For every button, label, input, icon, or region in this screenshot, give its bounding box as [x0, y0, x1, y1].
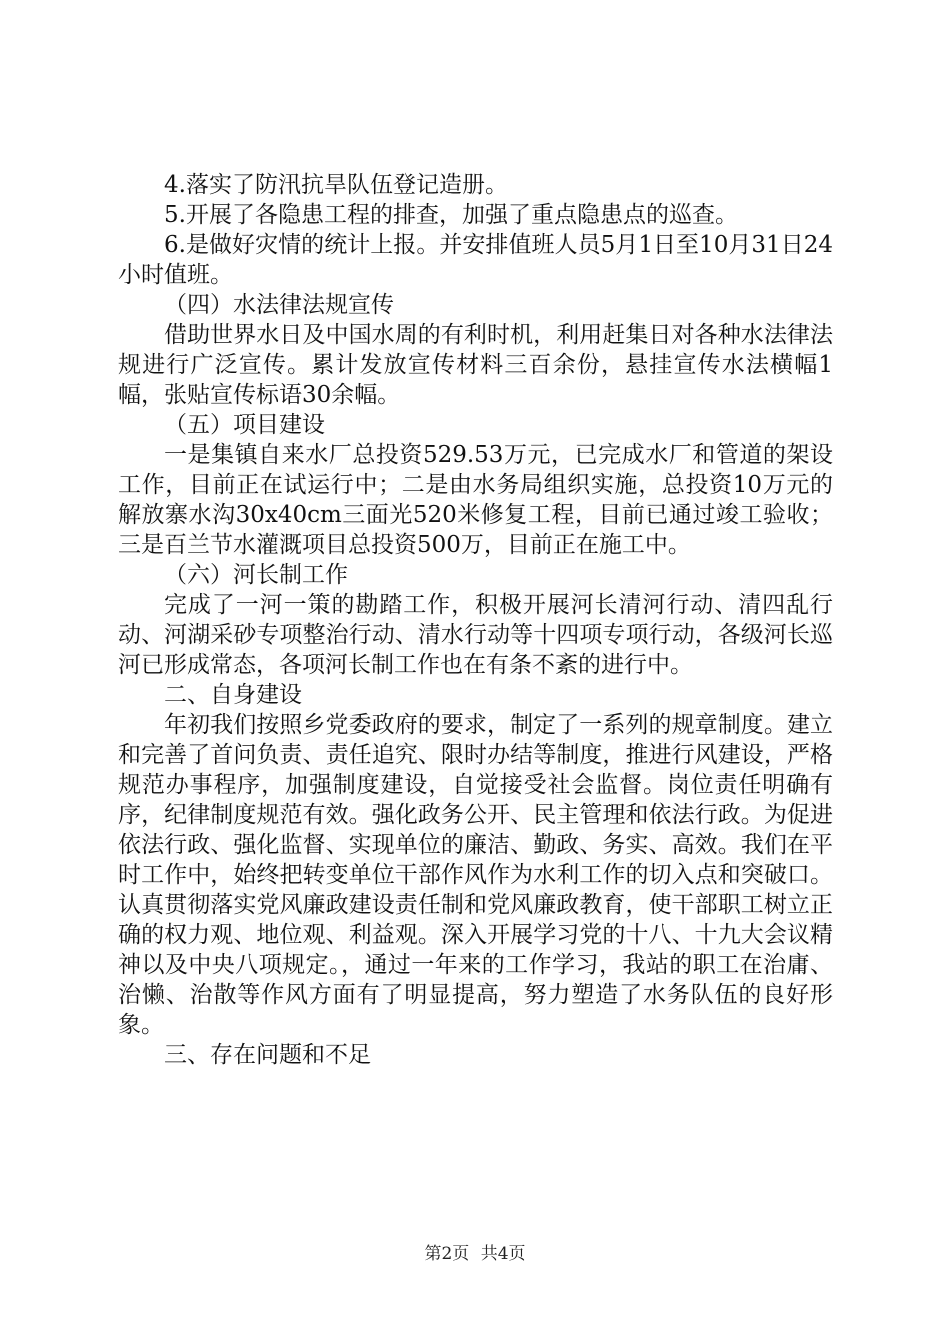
- page-number: 第2页: [424, 1244, 470, 1264]
- section-heading-problems: 三、存在问题和不足: [164, 1042, 371, 1068]
- paragraph-item-5: 5.开展了各隐患工程的排查，加强了重点隐患点的巡查。: [164, 202, 738, 228]
- paragraph-self-building: 年初我们按照乡党委政府的要求，制定了一系列的规章制度。建立和完善了首问负责、责任追究、限时办结等制度，推进行风建设，严格规范办事程序，加强制度建设，自觉接受社会监督。岗位责任明确有序，纪律制度规范有效。强化政务公开、民主管理和依法行政。为促进依法行政、强化监督、实现单位的廉洁、勤政、务实、高效。我们在平时工作中，始终把转变单位干部作风作为水利工作的切入点和突破口。认真贯彻落实党风廉政建设责任制和党风廉政教育，使干部职工树立正确的权力观、地位观、利益观。深入开展学习党的十八、十九大会议精神以及中央八项规定。，通过一年来的工作学习，我站的职工在治庸、治懒、治散等作风方面有了明显提高，努力塑造了水务队伍的良好形象。: [118, 712, 833, 1038]
- page-total: 共4页: [480, 1244, 526, 1264]
- paragraph-item-6: 6.是做好灾情的统计上报。并安排值班人员5月1日至10月31日24小时值班。: [118, 232, 833, 288]
- section-heading-4: （四）水法律法规宣传: [164, 292, 394, 318]
- section-heading-6: （六）河长制工作: [164, 562, 348, 588]
- paragraph-river-chief: 完成了一河一策的勘踏工作，积极开展河长清河行动、清四乱行动、河湖采砂专项整治行动、清水行动等十四项专项行动，各级河长巡河已形成常态，各项河长制工作也在有条不紊的进行中。: [118, 592, 833, 678]
- paragraph-water-law: 借助世界水日及中国水周的有利时机，利用赶集日对各种水法律法规进行广泛宣传。累计发放宣传材料三百余份，悬挂宣传水法横幅1幅，张贴宣传标语30余幅。: [118, 322, 833, 408]
- paragraph-item-4: 4.落实了防汛抗旱队伍登记造册。: [164, 172, 508, 198]
- document-body: [118, 170, 833, 1070]
- section-heading-self-building: 二、自身建设: [164, 682, 302, 708]
- page-footer: [0, 1244, 950, 1264]
- paragraph-projects: 一是集镇自来水厂总投资529.53万元，已完成水厂和管道的架设工作，目前正在试运行中；二是由水务局组织实施，总投资10万元的解放寨水沟30x40cm三面光520米修复工程，目前已通过竣工验收；三是百兰节水灌溉项目总投资500万，目前正在施工中。: [118, 442, 833, 558]
- section-heading-5: （五）项目建设: [164, 412, 325, 438]
